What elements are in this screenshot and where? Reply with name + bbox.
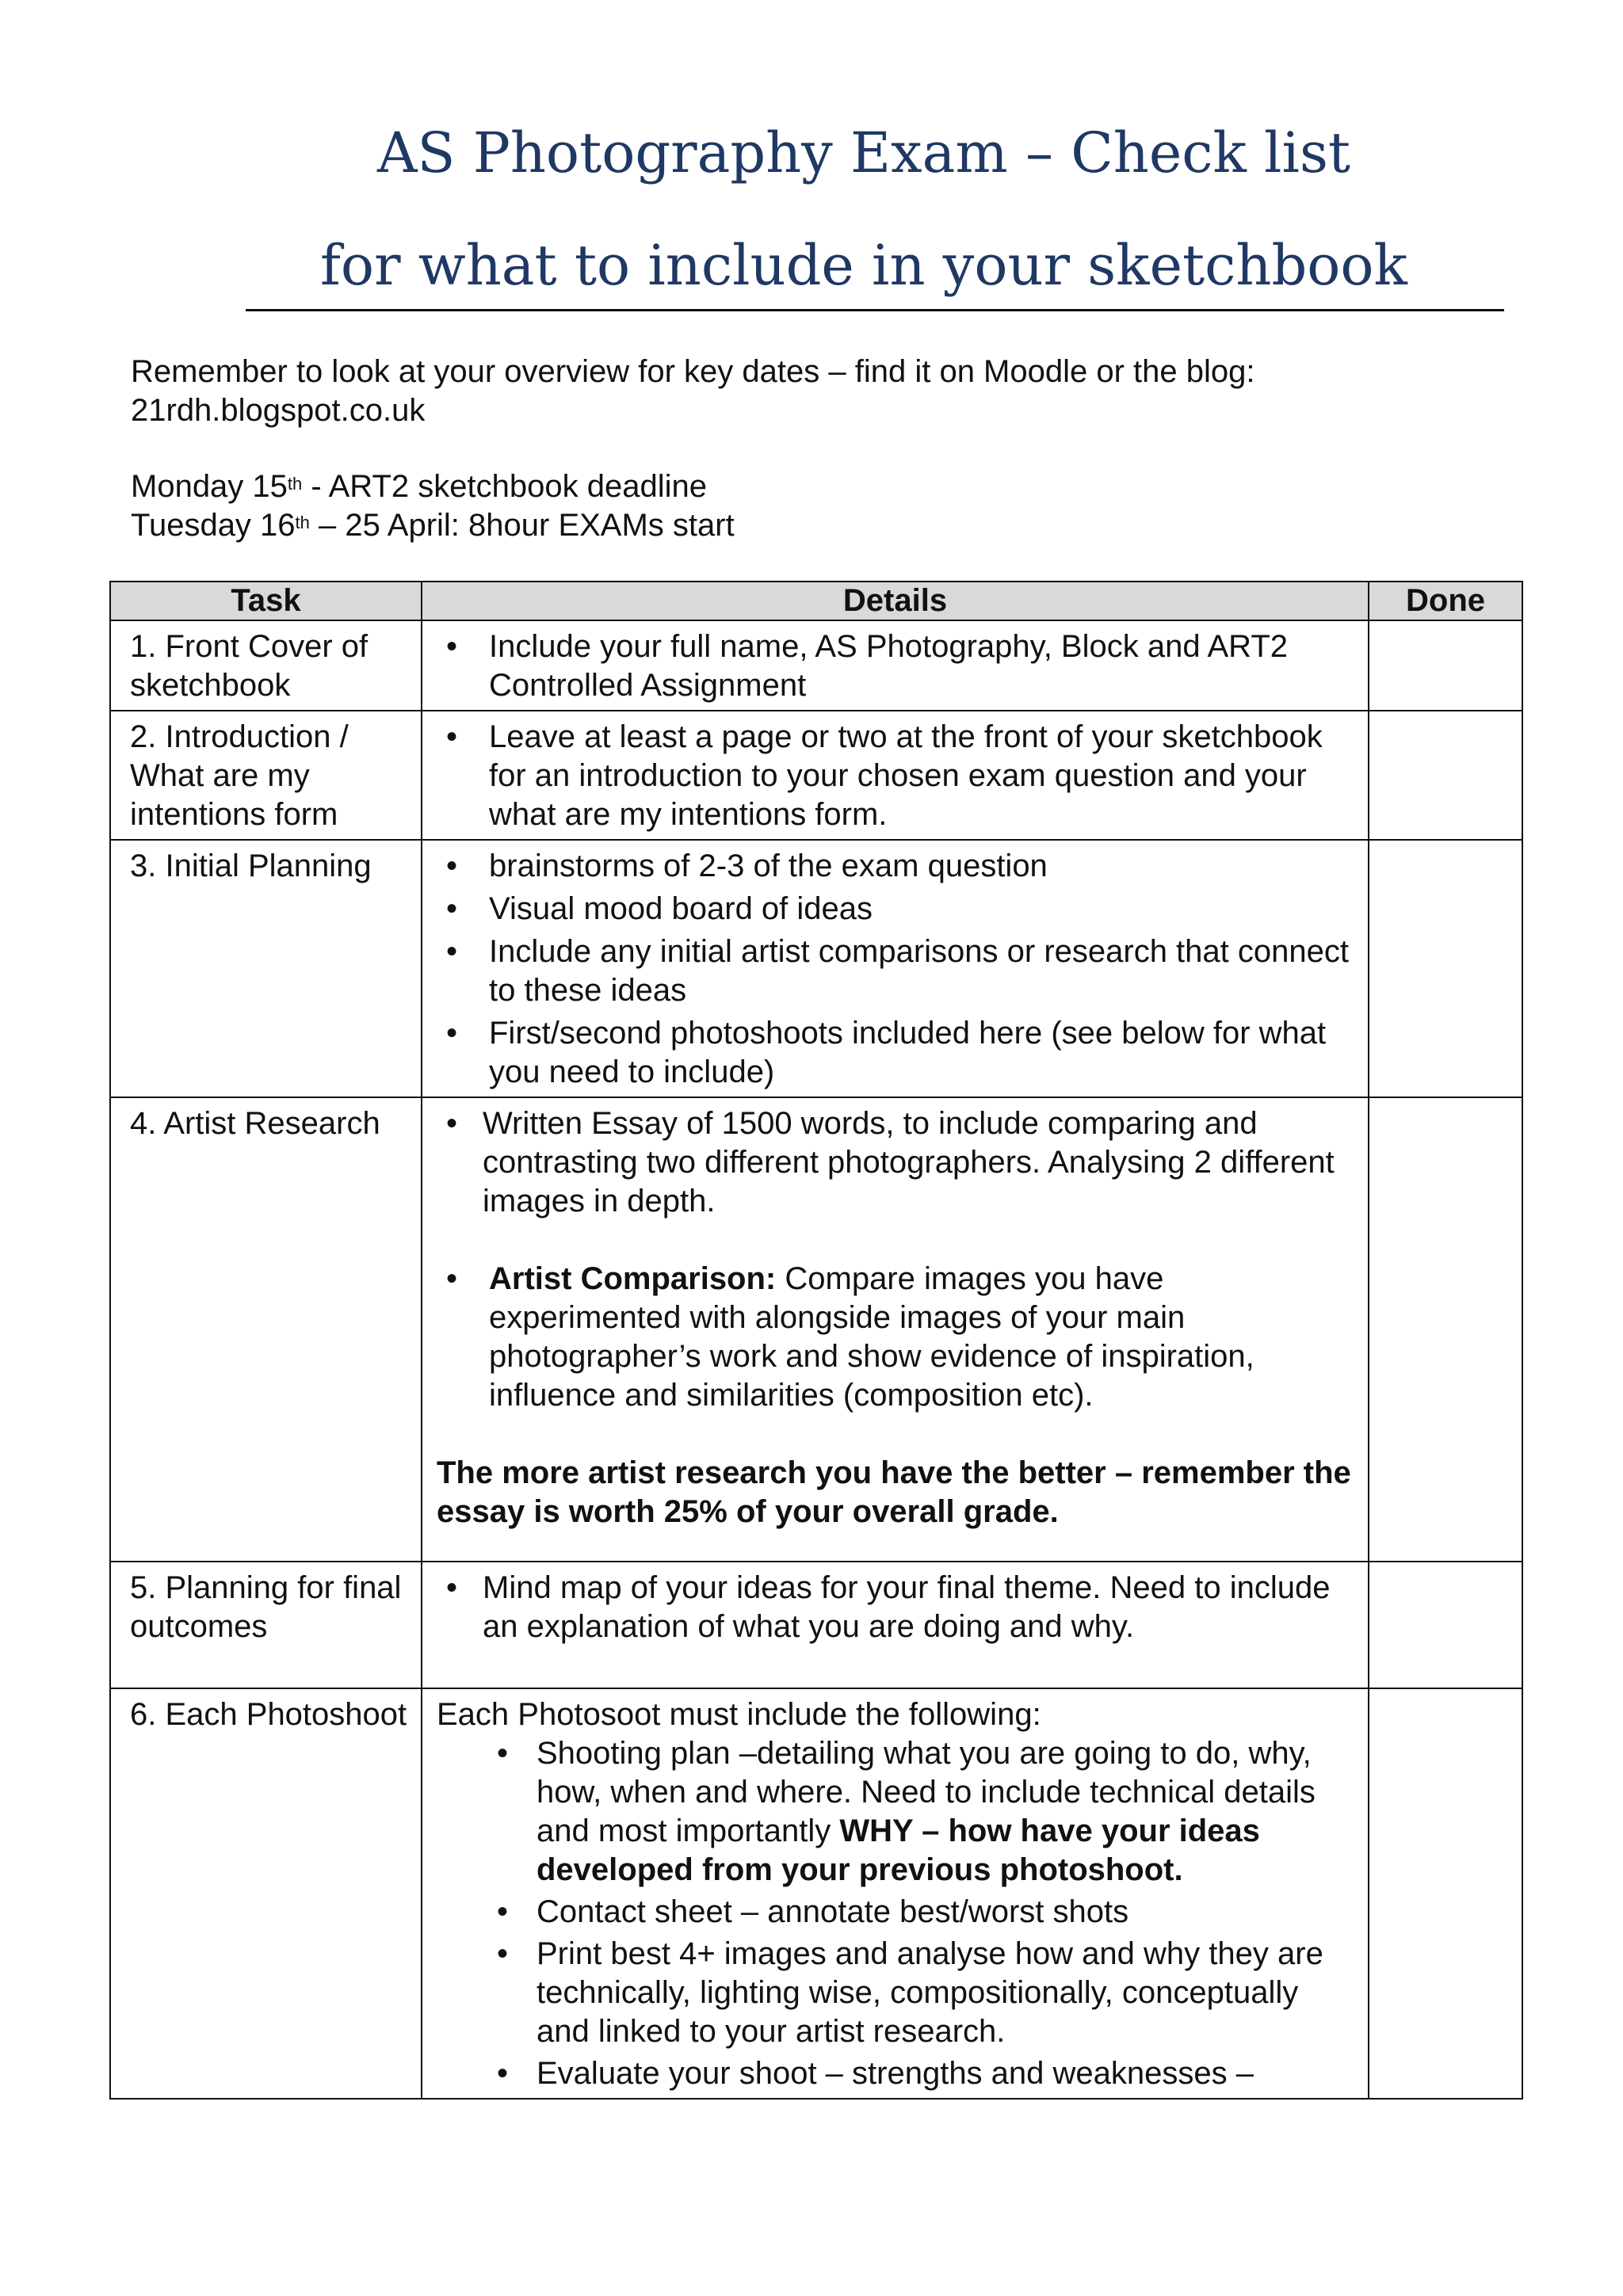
header-details: Details [422, 582, 1369, 620]
shooting-plan-text: Shooting plan –detailing what you are going to do, why, how, when and where. Need to include technical details and most importantly [537, 1736, 1316, 1848]
detail-bullet [437, 1260, 1358, 1415]
done-checkbox-cell[interactable] [1369, 1097, 1522, 1562]
details-cell [422, 1097, 1369, 1562]
detail-bullet: • Mind map of your ideas for your final theme. Need to include an explanation of what you are doing and why. [437, 1569, 1358, 1646]
detail-bullet: • Print best 4+ images and analyse how and why they are technically, lighting wise, compositionally, conceptually and linked to your artist research. [437, 1935, 1358, 2051]
task-cell: 5. Planning for final outcomes [110, 1562, 422, 1688]
date-1-day: Monday 15 [131, 469, 288, 504]
date-1-desc: - ART2 sketchbook deadline [302, 469, 707, 504]
page-title-line-2: for what to include in your sketchbook [320, 233, 1407, 298]
task-cell: 1. Front Cover of sketchbook [110, 620, 422, 711]
detail-bullet: • brainstorms of 2-3 of the exam question [437, 847, 1358, 886]
key-dates [131, 467, 1478, 545]
detail-bullet: • First/second photoshoots included here (see below for what you need to include) [437, 1014, 1358, 1092]
table-row [110, 1097, 1522, 1562]
intro-reminder [131, 353, 1478, 430]
task-cell: 3. Initial Planning [110, 840, 422, 1097]
date-2-suffix: th [295, 513, 310, 532]
detail-bullet: • Include your full name, AS Photography, Block and ART2 Controlled Assignment [437, 627, 1358, 705]
details-cell [422, 1688, 1369, 2099]
details-cell [422, 1562, 1369, 1688]
date-2 [131, 508, 735, 543]
table-row [110, 711, 1522, 840]
done-checkbox-cell[interactable] [1369, 711, 1522, 840]
checklist-table [109, 581, 1523, 2100]
done-checkbox-cell[interactable] [1369, 1562, 1522, 1688]
details-cell [422, 840, 1369, 1097]
details-cell [422, 620, 1369, 711]
done-checkbox-cell[interactable] [1369, 620, 1522, 711]
photoshoot-lead: Each Photosoot must include the following: [437, 1697, 1041, 1732]
date-1 [131, 469, 707, 504]
detail-bullet: • Leave at least a page or two at the front of your sketchbook for an introduction to your chosen exam question and your what are my intentions form. [437, 718, 1358, 834]
task-cell: 6. Each Photoshoot [110, 1688, 422, 2099]
page-title-line-1: AS Photography Exam – Check list [376, 120, 1350, 185]
artist-comparison-text: Compare images you have experimented with alongside images of your main photographer’s work and show evidence of inspiration, influence and similarities (composition etc). [489, 1261, 1254, 1413]
detail-bullet: • Evaluate your shoot – strengths and weaknesses – [437, 2054, 1358, 2093]
task-cell: 2. Introduction / What are my intentions form [110, 711, 422, 840]
detail-bullet: • Include any initial artist comparisons or research that connect to these ideas [437, 933, 1358, 1010]
header-task: Task [110, 582, 422, 620]
date-2-day: Tuesday 16 [131, 508, 296, 543]
table-header-row [110, 582, 1522, 620]
done-checkbox-cell[interactable] [1369, 1688, 1522, 2099]
detail-bullet: • Visual mood board of ideas [437, 890, 1358, 929]
research-note: The more artist research you have the better – remember the essay is worth 25% of your overall grade. [437, 1455, 1351, 1529]
date-2-desc: – 25 April: 8hour EXAMs start [309, 508, 735, 543]
done-checkbox-cell[interactable] [1369, 840, 1522, 1097]
details-cell [422, 711, 1369, 840]
artist-comparison-label: Artist Comparison: [489, 1261, 777, 1296]
detail-bullet [437, 1734, 1358, 1890]
date-1-suffix: th [287, 474, 303, 494]
blog-link[interactable]: 21rdh.blogspot.co.uk [131, 393, 426, 428]
table-row [110, 620, 1522, 711]
detail-bullet: • Contact sheet – annotate best/worst shots [437, 1893, 1358, 1932]
table-row [110, 1688, 1522, 2099]
header-done: Done [1369, 582, 1522, 620]
title-divider [246, 309, 1504, 311]
table-row [110, 840, 1522, 1097]
shooting-plan-bold: WHY – how have your ideas developed from your previous photoshoot. [537, 1814, 1260, 1887]
detail-bullet: • Written Essay of 1500 words, to include comparing and contrasting two different photographers. Analysing 2 different images in depth. [437, 1104, 1358, 1221]
reminder-text: Remember to look at your overview for key dates – find it on Moodle or the blog: [131, 354, 1255, 389]
table-row [110, 1562, 1522, 1688]
task-cell: 4. Artist Research [110, 1097, 422, 1562]
